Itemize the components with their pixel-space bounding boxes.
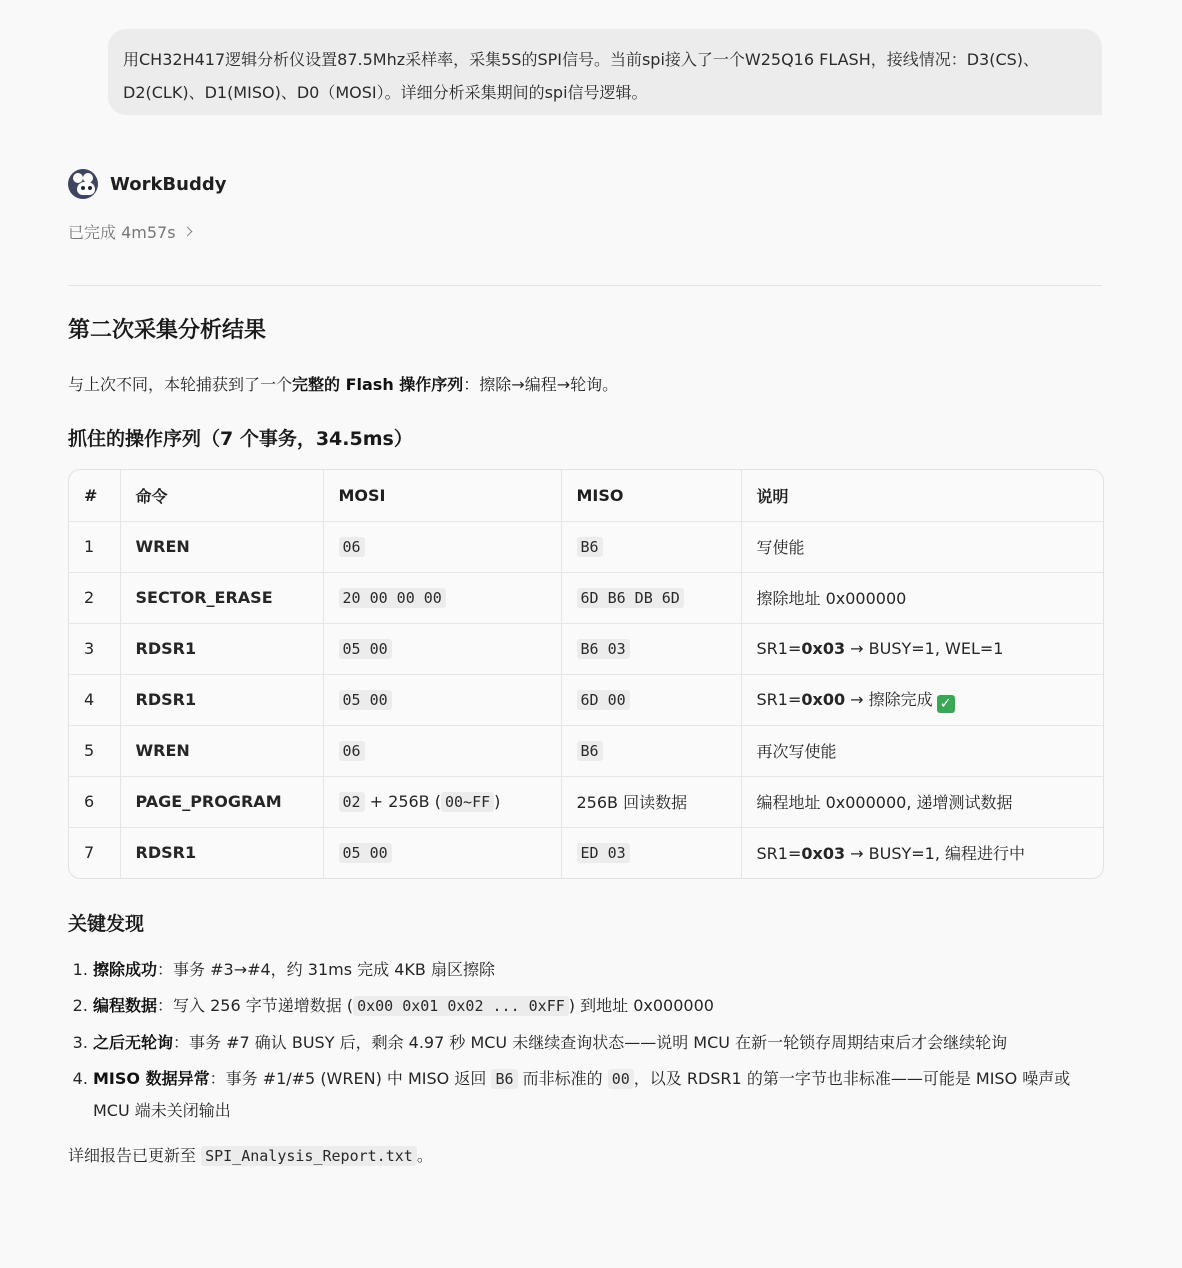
report-footer <box>68 1141 433 1171</box>
row-mosi <box>323 623 561 674</box>
row-miso <box>561 827 741 878</box>
desc-suffix: → BUSY=1, WEL=1 <box>845 639 1004 658</box>
row-command: WREN <box>120 521 323 572</box>
list-item <box>93 954 1102 985</box>
finding-text-prefix: ：写入 256 字节递增数据 ( <box>157 996 354 1015</box>
desc-bold: 0x03 <box>801 639 846 658</box>
row-num: 6 <box>69 776 120 827</box>
footer-suffix: 。 <box>416 1146 433 1165</box>
finding-text: ：事务 #7 确认 BUSY 后，剩余 4.97 秒 MCU 未继续查询状态——说明 MCU 在新一轮锁存周期结束后才会继续轮询 <box>173 1033 1008 1052</box>
desc-bold: 0x00 <box>801 689 846 709</box>
footer-prefix: 详细报告已更新至 <box>68 1146 202 1165</box>
table-row <box>69 776 1103 827</box>
row-miso <box>561 623 741 674</box>
mosi-extra-suffix: ) <box>494 792 501 811</box>
user-message-line-2: D2(CLK)、D1(MISO)、D0（MOSI）。详细分析采集期间的spi信号逻辑。 <box>123 83 648 102</box>
table-row <box>69 572 1103 623</box>
table-row <box>69 827 1103 878</box>
mosi-extra-code: 00~FF <box>441 792 494 812</box>
desc-prefix: SR1= <box>756 844 802 864</box>
mosi-code: 06 <box>339 537 365 557</box>
table-row <box>69 521 1103 572</box>
finding-text-suffix: ，以及 RDSR1 的第一字节也非标准——可能是 MISO 噪声或 MCU 端未关闭输出 <box>93 1069 1071 1120</box>
assistant-header <box>68 169 226 199</box>
list-item <box>93 1027 1102 1058</box>
row-num: 1 <box>69 521 120 572</box>
divider <box>68 285 1102 286</box>
row-num: 7 <box>69 827 120 878</box>
finding-code: B6 <box>491 1069 517 1089</box>
table-header-row <box>69 470 1103 521</box>
row-description: 再次写使能 <box>741 725 1103 776</box>
report-intro <box>68 371 618 399</box>
intro-suffix: ：擦除→编程→轮询。 <box>463 375 619 394</box>
row-mosi <box>323 827 561 878</box>
row-mosi <box>323 572 561 623</box>
assistant-name: WorkBuddy <box>110 173 227 195</box>
row-description <box>741 827 1103 878</box>
miso-code: B6 03 <box>577 639 630 659</box>
row-num: 5 <box>69 725 120 776</box>
row-description: 写使能 <box>741 521 1103 572</box>
row-miso <box>561 521 741 572</box>
row-command: SECTOR_ERASE <box>120 572 323 623</box>
desc-suffix: → BUSY=1, 编程进行中 <box>845 844 1026 864</box>
finding-text: ：事务 #3→#4，约 31ms 完成 4KB 扇区擦除 <box>157 960 495 979</box>
findings-title: 关键发现 <box>68 913 145 935</box>
finding-bold: 之后无轮询 <box>93 1033 174 1052</box>
row-mosi <box>323 725 561 776</box>
header-command: 命令 <box>120 470 323 521</box>
finding-bold: 编程数据 <box>93 996 158 1015</box>
report-title: 第二次采集分析结果 <box>68 318 267 343</box>
mosi-code: 20 00 00 00 <box>339 588 446 608</box>
desc-prefix: SR1= <box>756 639 802 658</box>
list-item <box>93 1063 1102 1126</box>
row-mosi <box>323 776 561 827</box>
mosi-code: 05 00 <box>339 690 392 710</box>
mosi-extra-prefix: + 256B ( <box>364 792 441 811</box>
row-mosi <box>323 521 561 572</box>
completion-status-toggle[interactable] <box>68 218 191 244</box>
findings-list <box>68 954 1102 1131</box>
row-description: 编程地址 0x000000, 递增测试数据 <box>741 776 1103 827</box>
finding-text-mid: 而非标准的 <box>517 1069 608 1088</box>
user-message-line-1: 用CH32H417逻辑分析仪设置87.5Mhz采样率，采集5S的SPI信号。当前spi接入了一个W25Q16 FLASH，接线情况：D3(CS)、 <box>123 50 1040 69</box>
header-mosi: MOSI <box>323 470 561 521</box>
row-command: PAGE_PROGRAM <box>120 776 323 827</box>
desc-suffix: → 擦除完成 <box>845 689 933 709</box>
table-row <box>69 725 1103 776</box>
row-command: RDSR1 <box>120 827 323 878</box>
row-num: 2 <box>69 572 120 623</box>
row-description <box>741 674 1103 725</box>
mosi-code: 05 00 <box>339 843 392 863</box>
finding-text-prefix: ：事务 #1/#5 (WREN) 中 MISO 返回 <box>209 1069 492 1088</box>
finding-text-suffix: ) 到地址 0x000000 <box>568 996 714 1015</box>
table-row <box>69 674 1103 725</box>
row-description: 擦除地址 0x000000 <box>741 572 1103 623</box>
finding-bold: 擦除成功 <box>93 960 158 979</box>
row-description <box>741 623 1103 674</box>
report-filename: SPI_Analysis_Report.txt <box>201 1146 417 1166</box>
transaction-table <box>68 469 1104 879</box>
miso-code: ED 03 <box>577 843 630 863</box>
row-command: WREN <box>120 725 323 776</box>
finding-code: 00 <box>608 1069 634 1089</box>
mosi-code: 05 00 <box>339 639 392 659</box>
list-item <box>93 990 1102 1022</box>
row-miso: 256B 回读数据 <box>561 776 741 827</box>
table-row <box>69 623 1103 674</box>
miso-code: B6 <box>577 537 603 557</box>
mosi-code: 06 <box>339 741 365 761</box>
miso-code: B6 <box>577 741 603 761</box>
miso-code: 6D 00 <box>577 690 630 710</box>
row-num: 4 <box>69 674 120 725</box>
intro-bold: 完整的 Flash 操作序列 <box>292 375 464 394</box>
row-miso <box>561 725 741 776</box>
raccoon-avatar-icon <box>68 169 98 199</box>
header-miso: MISO <box>561 470 741 521</box>
finding-bold: MISO 数据异常 <box>93 1069 210 1088</box>
check-mark-icon: ✓ <box>937 695 955 713</box>
finding-code: 0x00 0x01 0x02 ... 0xFF <box>353 996 569 1016</box>
row-miso <box>561 674 741 725</box>
mosi-code: 02 <box>339 792 365 812</box>
row-miso <box>561 572 741 623</box>
row-mosi <box>323 674 561 725</box>
desc-prefix: SR1= <box>756 689 802 709</box>
row-command: RDSR1 <box>120 674 323 725</box>
completion-status-text: 已完成 4m57s <box>68 222 176 242</box>
header-num: # <box>69 470 120 521</box>
table-title: 抓住的操作序列（7 个事务，34.5ms） <box>68 428 413 450</box>
row-num: 3 <box>69 623 120 674</box>
desc-bold: 0x03 <box>801 844 846 864</box>
intro-prefix: 与上次不同，本轮捕获到了一个 <box>68 375 293 394</box>
header-description: 说明 <box>741 470 1103 521</box>
miso-code: 6D B6 DB 6D <box>577 588 684 608</box>
chevron-right-icon <box>182 226 192 236</box>
user-message-bubble <box>108 29 1102 115</box>
row-command: RDSR1 <box>120 623 323 674</box>
